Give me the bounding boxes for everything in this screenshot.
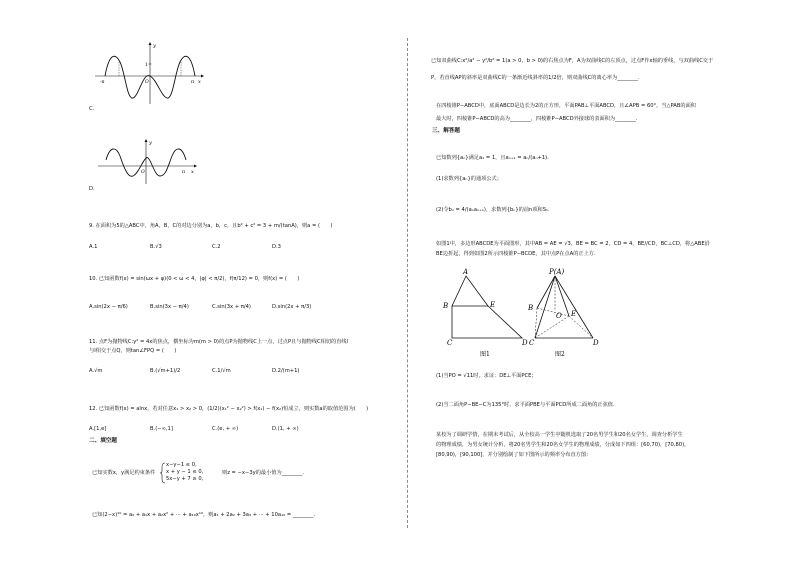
graph-d-x-arrow — [194, 165, 197, 168]
q11-stem-line1: 11. 点F为抛物线C:y² = 4x的焦点，横坐标为m(m > 0)的点P为抛物线C上一点，过点P且与抛物线C相切的直线l — [89, 339, 349, 345]
graph-c-x-arrow — [201, 75, 204, 78]
fig1-label-c: C — [447, 339, 453, 347]
graph-d-tick-origin: O — [141, 170, 145, 175]
column-divider — [407, 38, 408, 528]
q18-line1: 如图1中，多边形ABCDE为平面图形，其中AB = AE = √3，BE = BC = 2，CD = 4，BE//CD，BC⊥CD，将△ABE沿 — [436, 241, 710, 247]
section-solutions-title: 三、解答题 — [432, 128, 460, 134]
q12-option-d: D.(1, + ∞) — [272, 426, 299, 432]
q17-part1: (1)求数列{aₙ}的通项公式； — [436, 176, 502, 182]
graph-c — [95, 38, 205, 108]
graph-c-tick-origin: O — [145, 80, 149, 85]
fig2-label-c: C — [529, 339, 535, 347]
q9-option-d: D.3 — [272, 244, 281, 250]
q11-option-b: B.(√m+1)/2 — [150, 368, 181, 374]
q10-option-a: A.sin(2x − π/6) — [89, 304, 128, 310]
section-fill-in-title: 二、填空题 — [89, 438, 117, 444]
graph-d-tick-pi: π — [182, 170, 185, 175]
q9-option-c: C.2 — [212, 244, 221, 250]
q12-stem: 12. 已知函数f(x) = alnx，若对任意x₁ > x₂ > 0，(1/2)(x₁² − x₂²) > f(x₁) − f(x₂)恒成立，则实数a的取值范围为( ) — [89, 406, 369, 412]
q14-stem: 已知(2−x)¹⁰ = a₀ + a₁x + a₂x² + ··· + a₁₀x¹⁰，则a₁ + 2a₂ + 3a₃ + ··· + 10a₁₀ = ________. — [92, 512, 316, 518]
fig2-label-b: B — [528, 304, 534, 312]
graph-c-option-label: C. — [89, 106, 95, 112]
q12-option-c: C.(e, + ∞) — [212, 426, 239, 432]
q12-option-b: B.(−∞,1] — [150, 426, 173, 432]
q10-option-c: C.sin(3x + π/4) — [212, 304, 251, 310]
fig1-label-b: B — [443, 302, 449, 310]
q11-option-c: C.1/√m — [212, 368, 231, 374]
fig1-label-e: E — [490, 301, 496, 309]
fig2-edge-pd — [555, 276, 593, 338]
q9-option-b: B.√3 — [150, 244, 162, 250]
fig1-triangle-abe — [452, 276, 488, 306]
graph-c-y-arrow — [149, 42, 152, 45]
q18-figure-2 — [525, 268, 625, 368]
fig2-caption: 图2 — [555, 351, 565, 358]
fig2-label-p: P(A) — [549, 268, 565, 276]
q11-stem-line2: 与l相交于点Q，则tan∠FPQ = ( ) — [89, 348, 177, 354]
q19-line3: [80,90)，[90,100]，并分别绘制了如下图所示的频率分布直方图： — [436, 452, 592, 458]
graph-d-y-arrow — [145, 139, 148, 142]
q13-constraint-2: x + y − 1 ≤ 0, — [166, 469, 204, 475]
q13-stem: 已知实数x，y满足约束条件 — [92, 470, 156, 476]
graph-c-tick-pi: π — [191, 80, 194, 85]
graph-d — [98, 138, 198, 188]
fig2-label-e: E — [571, 310, 577, 318]
fig2-edge-ed — [569, 316, 593, 338]
q19-line1: 某校为了调研学情，在期末考试后，从全校高一学生中随机选取了20名男学生和20名女学生，调查分析学生 — [436, 432, 683, 438]
q13-constraint-3: 5x−y + 7 ≥ 0, — [166, 476, 204, 482]
graph-c-x-label: x — [198, 79, 201, 85]
q18-line2: BE边折起，得到如图2所示四棱锥P−BCDE，其中点P在点A的正上方. — [436, 251, 596, 257]
q11-option-a: A.√m — [89, 368, 103, 374]
q18-part2: (2)当二面角P−BE−C为135°时，求平面PBE与平面PCD所成二面角的正弦值. — [436, 402, 615, 408]
q10-option-b: B.sin(3x − π/4) — [150, 304, 189, 310]
q10-option-d: D.sin(2x + π/3) — [272, 304, 312, 310]
q10-stem: 10. 已知函数f(x) = sin(ωx + φ)(0 < ω < 4，|φ| < π/2)，f(π/12) = 0，则f(x) = ( ) — [89, 276, 300, 282]
graph-c-tick-one: 1 — [145, 63, 148, 68]
graph-d-option-label: D. — [89, 186, 95, 192]
fig1-trapezoid — [452, 306, 522, 338]
q13-tail: 则z = −x−3y的最小值为________. — [222, 470, 305, 476]
graph-c-tick-neg-pi: -π — [100, 80, 105, 85]
graph-d-x-label: x — [191, 169, 194, 175]
q15-line2: P，若直线AP的斜率是双曲线C的一条渐近线斜率的1/2倍，则双曲线C的离心率为________. — [431, 75, 640, 81]
q17-part2: (2)令bₙ = 4/(aₙaₙ₊₁)，求数列{bₙ}的前n项和Sₙ. — [436, 207, 550, 213]
fig1-caption: 图1 — [480, 351, 490, 358]
q9-stem: 9. 在面积为5的△ABC中，角A，B，C的对边分别为a，b，c，且b² + c² = 3 + m/(tanA)，则a = ( ) — [89, 223, 333, 229]
q17-stem: 已知数列{aₙ}满足a₁ = 1，且aₙ₊₁ = aₙ/(aₙ+1). — [436, 155, 549, 161]
fig2-label-d: D — [593, 339, 599, 347]
q12-option-a: A.[1,e] — [89, 426, 107, 432]
q16-line2: 最大时，四棱锥P−ABCD的高为________，四棱锥P−ABCD外接球的表面积为________. — [436, 116, 638, 122]
q15-line1: 已知双曲线C:x²/a² − y²/b² = 1(a > 0，b > 0)的右焦点为F，A为双曲线C的左顶点，过点F作x轴的垂线，与双曲线C交于 — [431, 58, 714, 64]
fig1-label-d: D — [522, 339, 528, 347]
graph-c-y-label: y — [153, 43, 156, 49]
q9-option-a: A.1 — [89, 244, 98, 250]
q19-line2: 的物理成绩，为男女统计分析，将20名男学生和20名女学生的物理成绩，分成如下四组：[60,70)，[70,80)， — [436, 442, 690, 448]
q18-part1: (1)当PO = √11时，求证：DE⊥平面PCE； — [436, 373, 537, 379]
fig2-label-o: O — [556, 312, 562, 320]
graph-d-y-label: y — [149, 140, 152, 146]
q13-constraint-1: x−y−1 ≤ 0, — [166, 462, 197, 468]
fig2-edge-be — [537, 308, 569, 316]
q11-option-d: D.2/(m+1) — [272, 368, 300, 374]
q16-line1: 在四棱锥P−ABCD中，底面ABCD是边长为2的正方形，平面PAB⊥平面ABCD，且∠APB = 60°，当△PAB的面积 — [436, 103, 696, 109]
fig2-edge-ec — [535, 316, 569, 338]
fig1-label-a: A — [463, 268, 469, 276]
q18-figure-1 — [440, 268, 530, 368]
